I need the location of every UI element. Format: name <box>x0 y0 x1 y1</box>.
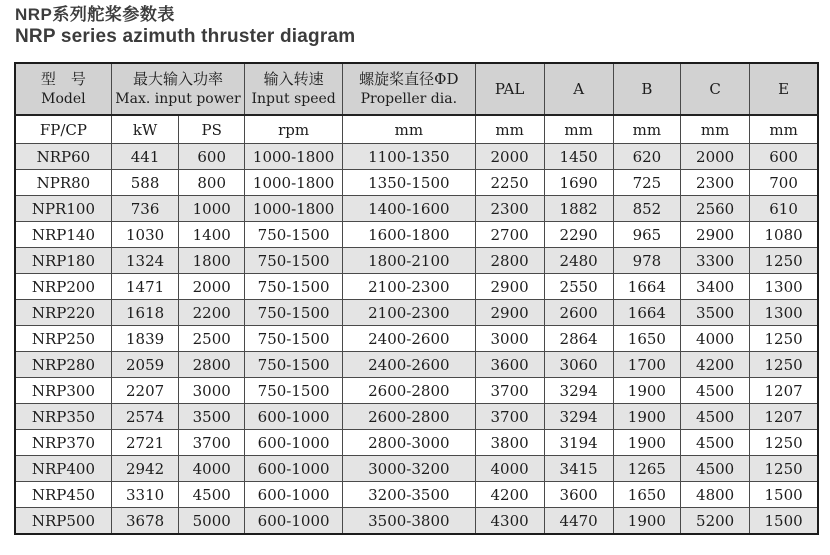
value-cell: 2800 <box>475 248 544 274</box>
value-cell: 1400 <box>179 222 245 248</box>
table-body <box>15 144 818 534</box>
value-cell: 978 <box>613 248 680 274</box>
value-cell: 3000-3200 <box>343 456 475 482</box>
unit-cell: FP/CP <box>15 115 111 144</box>
value-cell: 1500 <box>750 508 818 534</box>
value-cell: 1650 <box>613 482 680 508</box>
value-cell: 600 <box>750 144 818 170</box>
value-cell: 1471 <box>111 274 178 300</box>
value-cell: 1030 <box>111 222 178 248</box>
value-cell: 1664 <box>613 274 680 300</box>
table-row <box>15 144 818 170</box>
value-cell: 2900 <box>475 300 544 326</box>
col-header-pal: PAL <box>475 63 544 115</box>
value-cell: 4500 <box>681 430 750 456</box>
value-cell: 3060 <box>544 352 613 378</box>
unit-cell: rpm <box>245 115 343 144</box>
value-cell: 2290 <box>544 222 613 248</box>
value-cell: 1664 <box>613 300 680 326</box>
value-cell: 3678 <box>111 508 178 534</box>
page-title-en: NRP series azimuth thruster diagram <box>15 26 356 48</box>
table-row <box>15 222 818 248</box>
value-cell: 4500 <box>681 378 750 404</box>
value-cell: 3500-3800 <box>343 508 475 534</box>
value-cell: 965 <box>613 222 680 248</box>
value-cell: 1300 <box>750 274 818 300</box>
unit-cell: mm <box>544 115 613 144</box>
value-cell: 4000 <box>475 456 544 482</box>
value-cell: 1600-1800 <box>343 222 475 248</box>
value-cell: 1900 <box>613 378 680 404</box>
value-cell: 2500 <box>179 326 245 352</box>
value-cell: 2864 <box>544 326 613 352</box>
value-cell: 3415 <box>544 456 613 482</box>
value-cell: 3294 <box>544 378 613 404</box>
value-cell: 1690 <box>544 170 613 196</box>
value-cell: 4200 <box>681 352 750 378</box>
col-header-power <box>111 63 244 115</box>
value-cell: 1265 <box>613 456 680 482</box>
value-cell: 3500 <box>681 300 750 326</box>
model-cell: NRP300 <box>15 378 111 404</box>
value-cell: 4200 <box>475 482 544 508</box>
col-header-power-en: Max. input power <box>115 91 241 108</box>
value-cell: 1250 <box>750 430 818 456</box>
value-cell: 3700 <box>475 404 544 430</box>
col-header-speed <box>245 63 343 115</box>
unit-cell: mm <box>750 115 818 144</box>
model-cell: NRP500 <box>15 508 111 534</box>
table-row <box>15 170 818 196</box>
value-cell: 1900 <box>613 404 680 430</box>
value-cell: 2800-3000 <box>343 430 475 456</box>
value-cell: 1839 <box>111 326 178 352</box>
model-cell: NRP200 <box>15 274 111 300</box>
table-row <box>15 456 818 482</box>
col-header-b: B <box>613 63 680 115</box>
value-cell: 3294 <box>544 404 613 430</box>
value-cell: 750-1500 <box>245 248 343 274</box>
value-cell: 3800 <box>475 430 544 456</box>
value-cell: 1500 <box>750 482 818 508</box>
table-row <box>15 196 818 222</box>
model-cell: NRP250 <box>15 326 111 352</box>
model-cell: NRP450 <box>15 482 111 508</box>
value-cell: 1250 <box>750 248 818 274</box>
value-cell: 750-1500 <box>245 300 343 326</box>
value-cell: 2942 <box>111 456 178 482</box>
value-cell: 620 <box>613 144 680 170</box>
value-cell: 2400-2600 <box>343 326 475 352</box>
value-cell: 1300 <box>750 300 818 326</box>
value-cell: 2200 <box>179 300 245 326</box>
value-cell: 800 <box>179 170 245 196</box>
value-cell: 2600-2800 <box>343 378 475 404</box>
value-cell: 1250 <box>750 456 818 482</box>
value-cell: 1207 <box>750 404 818 430</box>
value-cell: 600-1000 <box>245 508 343 534</box>
thruster-parameter-table <box>14 62 819 535</box>
table-row <box>15 482 818 508</box>
value-cell: 4500 <box>179 482 245 508</box>
table-row <box>15 508 818 534</box>
value-cell: 2600 <box>544 300 613 326</box>
value-cell: 3310 <box>111 482 178 508</box>
value-cell: 1000-1800 <box>245 170 343 196</box>
value-cell: 2560 <box>681 196 750 222</box>
unit-cell: mm <box>613 115 680 144</box>
value-cell: 4300 <box>475 508 544 534</box>
value-cell: 588 <box>111 170 178 196</box>
value-cell: 3300 <box>681 248 750 274</box>
value-cell: 3700 <box>475 378 544 404</box>
model-cell: NRP350 <box>15 404 111 430</box>
col-header-a: A <box>544 63 613 115</box>
value-cell: 2000 <box>475 144 544 170</box>
table-row <box>15 300 818 326</box>
value-cell: 2900 <box>475 274 544 300</box>
value-cell: 600-1000 <box>245 430 343 456</box>
col-header-model <box>15 63 111 115</box>
value-cell: 600-1000 <box>245 404 343 430</box>
value-cell: 750-1500 <box>245 352 343 378</box>
value-cell: 2400-2600 <box>343 352 475 378</box>
value-cell: 4000 <box>681 326 750 352</box>
col-header-power-zh: 最大输入功率 <box>132 70 223 89</box>
table-row <box>15 430 818 456</box>
value-cell: 2100-2300 <box>343 300 475 326</box>
value-cell: 1650 <box>613 326 680 352</box>
value-cell: 1250 <box>750 326 818 352</box>
value-cell: 1080 <box>750 222 818 248</box>
value-cell: 2000 <box>179 274 245 300</box>
value-cell: 1450 <box>544 144 613 170</box>
table-row <box>15 248 818 274</box>
model-cell: NRP220 <box>15 300 111 326</box>
model-cell: NPR80 <box>15 170 111 196</box>
value-cell: 1207 <box>750 378 818 404</box>
value-cell: 1000-1800 <box>245 144 343 170</box>
value-cell: 3600 <box>544 482 613 508</box>
value-cell: 1882 <box>544 196 613 222</box>
unit-cell: mm <box>343 115 475 144</box>
value-cell: 736 <box>111 196 178 222</box>
model-cell: NRP400 <box>15 456 111 482</box>
value-cell: 1324 <box>111 248 178 274</box>
value-cell: 3000 <box>179 378 245 404</box>
value-cell: 2000 <box>681 144 750 170</box>
value-cell: 441 <box>111 144 178 170</box>
value-cell: 3400 <box>681 274 750 300</box>
value-cell: 1350-1500 <box>343 170 475 196</box>
page-title-zh: NRP系列舵桨参数表 <box>15 5 175 24</box>
value-cell: 4800 <box>681 482 750 508</box>
value-cell: 750-1500 <box>245 378 343 404</box>
value-cell: 1400-1600 <box>343 196 475 222</box>
model-cell: NRP370 <box>15 430 111 456</box>
value-cell: 2300 <box>475 196 544 222</box>
value-cell: 600-1000 <box>245 456 343 482</box>
value-cell: 5000 <box>179 508 245 534</box>
value-cell: 3200-3500 <box>343 482 475 508</box>
col-header-model-en: Model <box>41 91 86 108</box>
value-cell: 4500 <box>681 456 750 482</box>
value-cell: 1900 <box>613 508 680 534</box>
value-cell: 2550 <box>544 274 613 300</box>
value-cell: 600 <box>179 144 245 170</box>
units-row <box>15 115 818 144</box>
value-cell: 1800 <box>179 248 245 274</box>
col-header-propeller <box>343 63 475 115</box>
value-cell: 2059 <box>111 352 178 378</box>
col-header-c: C <box>681 63 750 115</box>
value-cell: 1618 <box>111 300 178 326</box>
table-row <box>15 404 818 430</box>
value-cell: 3194 <box>544 430 613 456</box>
model-cell: NRP140 <box>15 222 111 248</box>
page-header <box>0 0 830 49</box>
value-cell: 600-1000 <box>245 482 343 508</box>
value-cell: 3700 <box>179 430 245 456</box>
table-row <box>15 352 818 378</box>
value-cell: 2100-2300 <box>343 274 475 300</box>
col-header-propeller-en: Propeller dia. <box>360 91 458 108</box>
model-cell: NPR100 <box>15 196 111 222</box>
col-header-speed-zh: 输入转速 <box>263 70 324 89</box>
value-cell: 2600-2800 <box>343 404 475 430</box>
model-cell: NRP280 <box>15 352 111 378</box>
value-cell: 2250 <box>475 170 544 196</box>
col-header-speed-en: Input speed <box>251 91 336 108</box>
value-cell: 1000 <box>179 196 245 222</box>
model-cell: NRP180 <box>15 248 111 274</box>
unit-cell: mm <box>475 115 544 144</box>
col-header-model-zh: 型 号 <box>40 70 86 89</box>
unit-cell: mm <box>681 115 750 144</box>
value-cell: 750-1500 <box>245 326 343 352</box>
value-cell: 2574 <box>111 404 178 430</box>
table-row <box>15 378 818 404</box>
col-header-e: E <box>750 63 818 115</box>
value-cell: 2700 <box>475 222 544 248</box>
value-cell: 750-1500 <box>245 274 343 300</box>
unit-cell: kW <box>111 115 178 144</box>
value-cell: 610 <box>750 196 818 222</box>
value-cell: 700 <box>750 170 818 196</box>
value-cell: 1800-2100 <box>343 248 475 274</box>
unit-cell: PS <box>179 115 245 144</box>
value-cell: 3500 <box>179 404 245 430</box>
value-cell: 3600 <box>475 352 544 378</box>
value-cell: 2721 <box>111 430 178 456</box>
value-cell: 1000-1800 <box>245 196 343 222</box>
table-row <box>15 326 818 352</box>
value-cell: 4000 <box>179 456 245 482</box>
col-header-propeller-zh: 螺旋桨直径ΦD <box>359 70 459 89</box>
value-cell: 750-1500 <box>245 222 343 248</box>
model-cell: NRP60 <box>15 144 111 170</box>
value-cell: 1700 <box>613 352 680 378</box>
value-cell: 2207 <box>111 378 178 404</box>
value-cell: 3000 <box>475 326 544 352</box>
value-cell: 1100-1350 <box>343 144 475 170</box>
value-cell: 4500 <box>681 404 750 430</box>
value-cell: 852 <box>613 196 680 222</box>
header-row <box>15 63 818 115</box>
value-cell: 2480 <box>544 248 613 274</box>
value-cell: 2900 <box>681 222 750 248</box>
value-cell: 4470 <box>544 508 613 534</box>
value-cell: 1250 <box>750 352 818 378</box>
value-cell: 2300 <box>681 170 750 196</box>
value-cell: 1900 <box>613 430 680 456</box>
value-cell: 2800 <box>179 352 245 378</box>
value-cell: 725 <box>613 170 680 196</box>
table-row <box>15 274 818 300</box>
value-cell: 5200 <box>681 508 750 534</box>
